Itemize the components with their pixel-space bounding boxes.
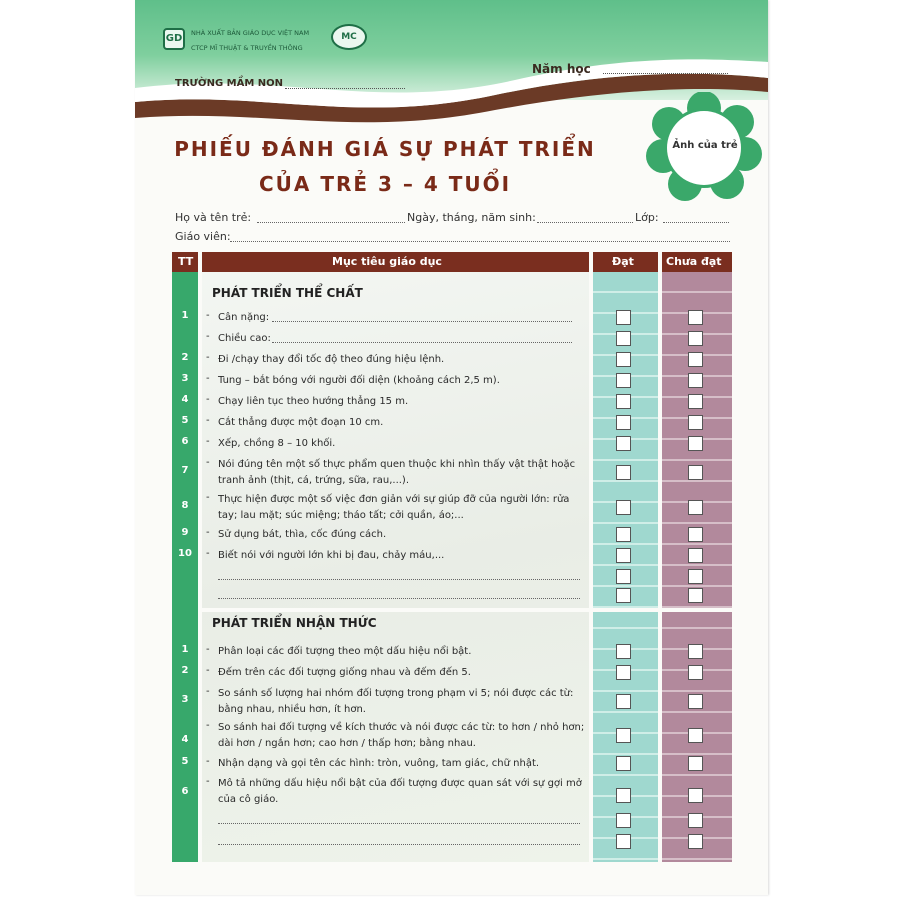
blank-entry-line[interactable] bbox=[218, 579, 580, 580]
section-divider bbox=[198, 608, 732, 612]
dob-label: Ngày, tháng, năm sinh: bbox=[407, 211, 536, 224]
row-text: Nói đúng tên một số thực phẩm quen thuộc khi nhìn thấy vật thật hoặc tranh ảnh (thịt, cá, trứng, sữa, rau,...). bbox=[218, 459, 576, 486]
school-name-label: TRƯỜNG MẦM NON bbox=[175, 78, 284, 89]
fail-checkbox[interactable] bbox=[688, 569, 703, 584]
blank-entry-line[interactable] bbox=[218, 844, 580, 845]
row-text: Tung – bắt bóng với người đối diện (khoảng cách 2,5 m). bbox=[218, 375, 500, 386]
fail-checkbox[interactable] bbox=[688, 500, 703, 515]
row-text: Thực hiện được một số việc đơn giản với sự giúp đỡ của người lớn: rửa tay; lau mặt; súc miệng; tháo tất; cởi quần, áo;... bbox=[218, 494, 570, 521]
header-tt: TT bbox=[178, 255, 194, 268]
row-bullet: - bbox=[206, 331, 210, 342]
fail-checkbox[interactable] bbox=[688, 813, 703, 828]
pass-checkbox[interactable] bbox=[616, 331, 631, 346]
pass-checkbox[interactable] bbox=[616, 310, 631, 325]
row-number: 5 bbox=[181, 415, 189, 426]
pass-checkbox[interactable] bbox=[616, 834, 631, 849]
fail-checkbox[interactable] bbox=[688, 834, 703, 849]
photo-label: Ảnh của trẻ bbox=[672, 140, 738, 151]
pass-checkbox[interactable] bbox=[616, 813, 631, 828]
section-title-physical: PHÁT TRIỂN THỂ CHẤT bbox=[212, 286, 363, 300]
row-number: 5 bbox=[181, 756, 189, 767]
height-field[interactable] bbox=[272, 342, 572, 343]
fail-checkbox[interactable] bbox=[688, 548, 703, 563]
row-number: 9 bbox=[181, 527, 189, 538]
page-title-line2: CỦA TRẺ 3 – 4 TUỔI bbox=[258, 172, 512, 196]
row-number: 6 bbox=[181, 436, 189, 447]
pass-checkbox[interactable] bbox=[616, 569, 631, 584]
row-bullet: - bbox=[206, 373, 210, 384]
fail-checkbox[interactable] bbox=[688, 465, 703, 480]
row-text: Chiều cao: bbox=[218, 333, 271, 344]
school-name-field[interactable] bbox=[285, 88, 405, 89]
row-number: 6 bbox=[181, 786, 189, 797]
page-title-line1: PHIẾU ĐÁNH GIÁ SỰ PHÁT TRIỂN bbox=[174, 137, 596, 161]
row-number: 7 bbox=[181, 465, 189, 476]
pass-checkbox[interactable] bbox=[616, 694, 631, 709]
pass-checkbox[interactable] bbox=[616, 527, 631, 542]
pass-checkbox[interactable] bbox=[616, 373, 631, 388]
section-title-cognitive: PHÁT TRIỂN NHẬN THỨC bbox=[212, 616, 377, 630]
fail-checkbox[interactable] bbox=[688, 352, 703, 367]
fail-checkbox[interactable] bbox=[688, 694, 703, 709]
row-bullet: - bbox=[206, 548, 210, 559]
row-number: 3 bbox=[181, 373, 189, 384]
row-bullet: - bbox=[206, 644, 210, 655]
pass-checkbox[interactable] bbox=[616, 588, 631, 603]
header-fail: Chưa đạt bbox=[666, 255, 722, 268]
dob-field[interactable] bbox=[537, 222, 633, 223]
row-number: 3 bbox=[181, 694, 189, 705]
row-text: Mô tả những dấu hiệu nổi bật của đối tượng được quan sát với sự gợi mở của cô giáo. bbox=[218, 778, 582, 805]
row-bullet: - bbox=[206, 415, 210, 426]
pass-checkbox[interactable] bbox=[616, 352, 631, 367]
school-year-field[interactable] bbox=[603, 73, 728, 74]
fail-checkbox[interactable] bbox=[688, 588, 703, 603]
fail-checkbox[interactable] bbox=[688, 665, 703, 680]
pass-checkbox[interactable] bbox=[616, 788, 631, 803]
row-text: Biết nói với người lớn khi bị đau, chảy máu,... bbox=[218, 550, 445, 561]
column-divider bbox=[658, 252, 662, 862]
class-label: Lớp: bbox=[635, 211, 659, 224]
fail-checkbox[interactable] bbox=[688, 728, 703, 743]
teacher-label: Giáo viên: bbox=[175, 230, 231, 243]
company-logo: MC bbox=[331, 24, 367, 50]
row-text: So sánh số lượng hai nhóm đối tượng trong phạm vi 5; nói được các từ: bằng nhau, nhiều hơn, ít hơn. bbox=[218, 688, 574, 715]
row-bullet: - bbox=[206, 720, 210, 731]
row-text: Cân nặng: bbox=[218, 312, 270, 323]
row-text: Xếp, chồng 8 – 10 khối. bbox=[218, 438, 336, 449]
row-text: Cắt thẳng được một đoạn 10 cm. bbox=[218, 417, 384, 428]
row-bullet: - bbox=[206, 776, 210, 787]
row-text: Chạy liên tục theo hướng thẳng 15 m. bbox=[218, 396, 409, 407]
pass-checkbox[interactable] bbox=[616, 548, 631, 563]
row-bullet: - bbox=[206, 394, 210, 405]
row-bullet: - bbox=[206, 457, 210, 468]
evaluation-table bbox=[172, 252, 732, 862]
fail-checkbox[interactable] bbox=[688, 527, 703, 542]
row-number: 4 bbox=[181, 734, 189, 745]
row-number: 1 bbox=[181, 310, 189, 321]
pass-checkbox[interactable] bbox=[616, 665, 631, 680]
weight-field[interactable] bbox=[272, 321, 572, 322]
row-number: 1 bbox=[181, 644, 189, 655]
row-bullet: - bbox=[206, 756, 210, 767]
row-number: 4 bbox=[181, 394, 189, 405]
publisher-company: CTCP MĨ THUẬT & TRUYỀN THÔNG bbox=[191, 44, 303, 52]
column-divider bbox=[198, 252, 202, 862]
row-text: Phân loại các đối tượng theo một dấu hiệu nổi bật. bbox=[218, 646, 472, 657]
fail-checkbox[interactable] bbox=[688, 644, 703, 659]
pass-checkbox[interactable] bbox=[616, 756, 631, 771]
fail-checkbox[interactable] bbox=[688, 415, 703, 430]
row-text: So sánh hai đối tượng về kích thước và nói được các từ: to hơn / nhỏ hơn; dài hơn / ngắn hơn; cao hơn / thấp hơn; bằng nhau. bbox=[218, 722, 585, 749]
fail-checkbox[interactable] bbox=[688, 310, 703, 325]
row-bullet: - bbox=[206, 310, 210, 321]
publisher-logo: GD bbox=[163, 28, 185, 50]
row-bullet: - bbox=[206, 686, 210, 697]
row-text: Nhận dạng và gọi tên các hình: tròn, vuông, tam giác, chữ nhật. bbox=[218, 758, 540, 769]
child-name-label: Họ và tên trẻ: bbox=[175, 211, 252, 224]
row-bullet: - bbox=[206, 436, 210, 447]
row-number: 10 bbox=[178, 548, 192, 559]
fail-checkbox[interactable] bbox=[688, 331, 703, 346]
row-number: 2 bbox=[181, 352, 189, 363]
pass-checkbox[interactable] bbox=[616, 415, 631, 430]
pass-checkbox[interactable] bbox=[616, 500, 631, 515]
row-number: 2 bbox=[181, 665, 189, 676]
fail-checkbox[interactable] bbox=[688, 788, 703, 803]
publisher-name: NHÀ XUẤT BẢN GIÁO DỤC VIỆT NAM bbox=[191, 29, 310, 37]
school-year-label: Năm học bbox=[532, 62, 591, 76]
row-bullet: - bbox=[206, 492, 210, 503]
row-bullet: - bbox=[206, 352, 210, 363]
table-header bbox=[172, 252, 732, 272]
fail-checkbox[interactable] bbox=[688, 756, 703, 771]
row-text: Đi /chạy thay đổi tốc độ theo đúng hiệu lệnh. bbox=[218, 354, 445, 365]
blank-entry-line[interactable] bbox=[218, 598, 580, 599]
header-pass: Đạt bbox=[612, 255, 634, 268]
pass-checkbox[interactable] bbox=[616, 436, 631, 451]
pass-checkbox[interactable] bbox=[616, 644, 631, 659]
blank-entry-line[interactable] bbox=[218, 823, 580, 824]
fail-checkbox[interactable] bbox=[688, 394, 703, 409]
row-text: Đếm trên các đối tượng giống nhau và đếm đến 5. bbox=[218, 667, 471, 678]
pass-checkbox[interactable] bbox=[616, 394, 631, 409]
worksheet-page bbox=[135, 0, 768, 895]
row-bullet: - bbox=[206, 665, 210, 676]
fail-checkbox[interactable] bbox=[688, 373, 703, 388]
row-number: 8 bbox=[181, 500, 189, 511]
teacher-field[interactable] bbox=[230, 241, 730, 242]
child-name-field[interactable] bbox=[257, 222, 405, 223]
header-goal: Mục tiêu giáo dục bbox=[332, 255, 442, 268]
row-bullet: - bbox=[206, 527, 210, 538]
fail-checkbox[interactable] bbox=[688, 436, 703, 451]
pass-checkbox[interactable] bbox=[616, 465, 631, 480]
class-field[interactable] bbox=[663, 222, 729, 223]
pass-checkbox[interactable] bbox=[616, 728, 631, 743]
row-text: Sử dụng bát, thìa, cốc đúng cách. bbox=[218, 529, 387, 540]
